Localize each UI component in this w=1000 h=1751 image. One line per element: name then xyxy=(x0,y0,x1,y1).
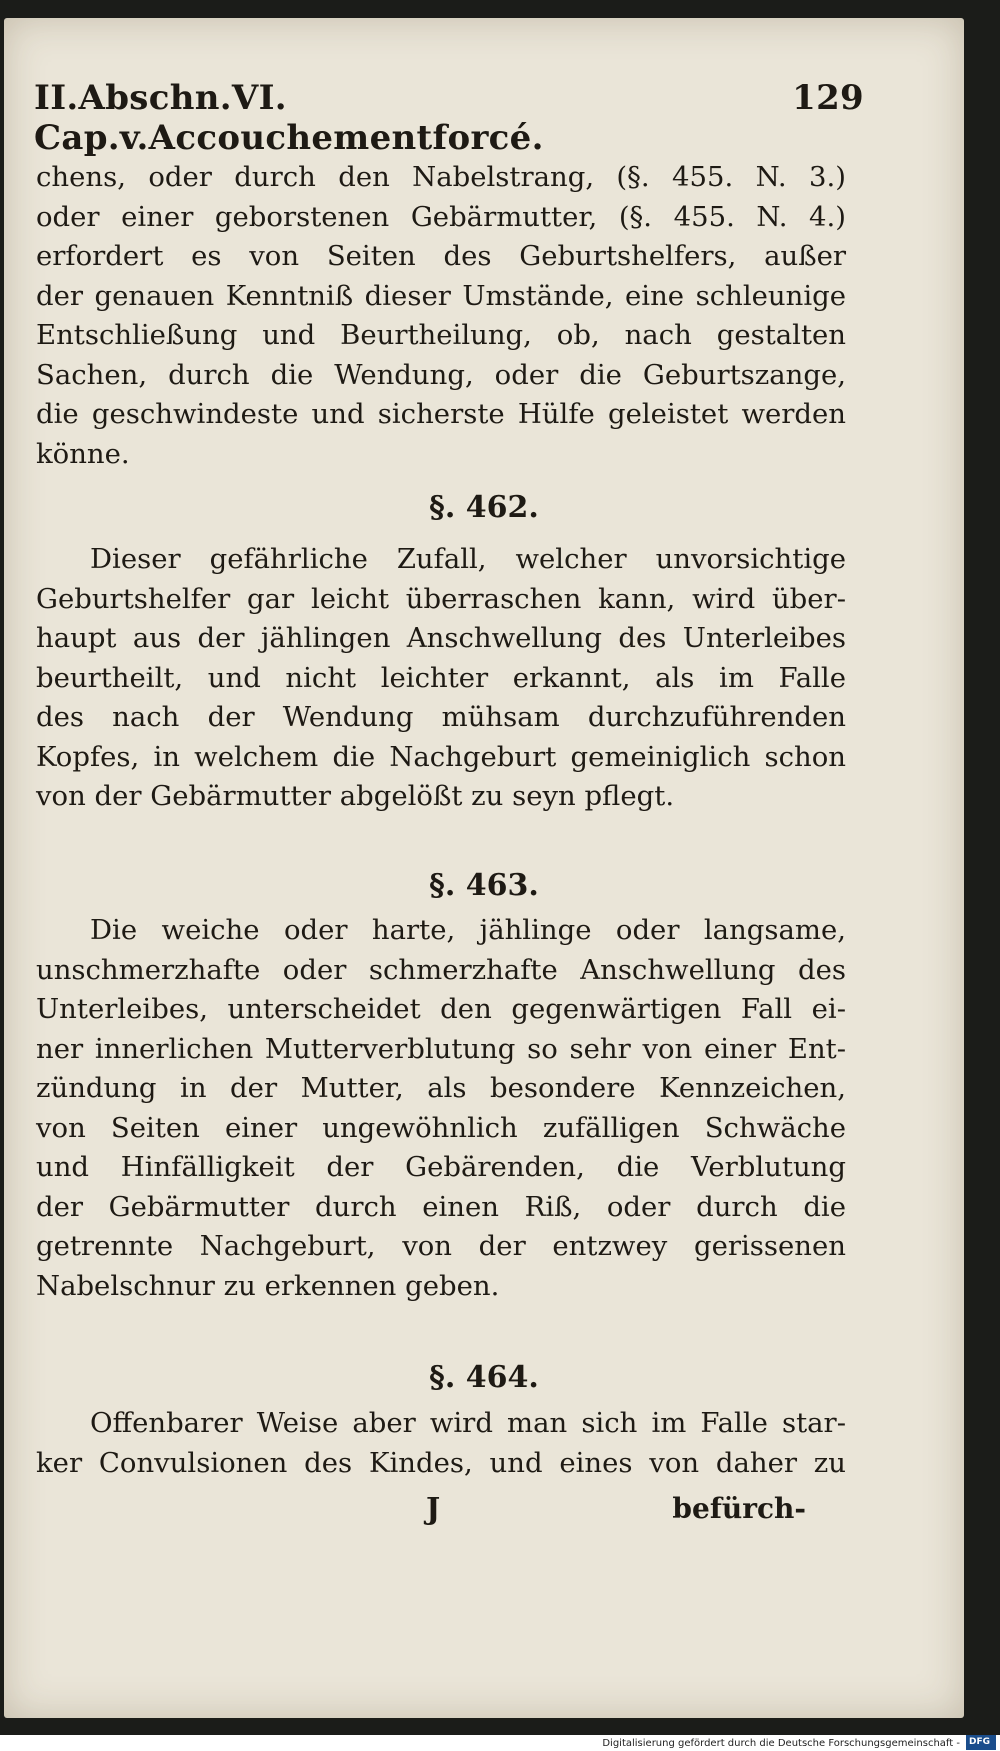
footer-text: Digitalisierung gefördert durch die Deutsche Forschungsgemeinschaft - xyxy=(602,1737,960,1749)
text-line: von Seiten einer ungewöhnlich zufälligen Schwäche xyxy=(36,1111,846,1144)
text-line: Kopfes, in welchem die Nachgeburt gemeiniglich schon xyxy=(36,740,846,773)
paragraph-464 xyxy=(36,1404,846,1483)
text-line: Dieser gefährliche Zufall, welcher unvorsichtige xyxy=(90,543,846,575)
section-heading-462: §. 462. xyxy=(429,490,539,525)
section-heading-463: §. 463. xyxy=(429,868,539,903)
paragraph-462 xyxy=(36,540,846,817)
paragraph-continued xyxy=(36,158,846,474)
text-line: der Gebärmutter durch einen Riß, oder durch die xyxy=(36,1190,846,1223)
text-line: die geschwindeste und sicherste Hülfe geleistet werden xyxy=(36,398,846,430)
text-line: von der Gebärmutter abgelößt zu seyn pflegt. xyxy=(36,780,675,812)
text-line: Die weiche oder harte, jählinge oder langsame, xyxy=(90,914,846,946)
text-line: der genauen Kenntniß dieser Umstände, eine schleunige xyxy=(36,279,846,312)
text-line: beurtheilt, und nicht leichter erkannt, als im Falle xyxy=(36,661,846,694)
text-line: getrennte Nachgeburt, von der entzwey gerissenen xyxy=(36,1230,846,1262)
text-line: und Hinfälligkeit der Gebärenden, die Verblutung xyxy=(36,1151,846,1183)
text-line: chens, oder durch den Nabelstrang, (§. 455. N. 3.) xyxy=(36,161,846,193)
page-header xyxy=(34,78,864,158)
page-content xyxy=(4,18,964,1718)
text-line: Sachen, durch die Wendung, oder die Geburtszange, xyxy=(36,358,846,391)
running-title: II.Abschn.VI. Cap.v.Accouchementforcé. xyxy=(34,78,544,158)
text-line: oder einer geborstenen Gebärmutter, (§. 455. N. 4.) xyxy=(36,200,846,233)
catchword: befürch- xyxy=(672,1492,806,1525)
text-line: Unterleibes, unterscheidet den gegenwärtigen Fall ei- xyxy=(36,993,846,1025)
text-line: erfordert es von Seiten des Geburtshelfers, außer xyxy=(36,240,846,272)
book-page xyxy=(4,18,964,1718)
paragraph-463 xyxy=(36,911,846,1306)
catchline xyxy=(36,1492,806,1532)
section-heading-464: §. 464. xyxy=(429,1360,539,1395)
text-line: haupt aus der jählingen Anschwellung des Unterleibes xyxy=(36,622,846,654)
text-line: Geburtshelfer gar leicht überraschen kann, wird über- xyxy=(36,582,846,615)
dfg-logo: DFG xyxy=(966,1735,996,1750)
text-line: Offenbarer Weise aber wird man sich im Falle star- xyxy=(90,1407,846,1439)
text-line: unschmerzhafte oder schmerzhafte Anschwellung des xyxy=(36,953,846,986)
digitization-footer xyxy=(0,1735,1000,1750)
text-line: Entschließung und Beurtheilung, ob, nach gestalten xyxy=(36,319,846,351)
text-line: ker Convulsionen des Kindes, und eines von daher zu xyxy=(36,1446,846,1479)
text-line: ner innerlichen Mutterverblutung so sehr von einer Ent- xyxy=(36,1032,846,1065)
signature-mark: J xyxy=(426,1492,441,1527)
text-line: könne. xyxy=(36,437,130,470)
page-number: 129 xyxy=(792,78,864,118)
text-line: zündung in der Mutter, als besondere Kennzeichen, xyxy=(36,1072,846,1104)
text-line: des nach der Wendung mühsam durchzuführenden xyxy=(36,701,846,733)
text-line: Nabelschnur zu erkennen geben. xyxy=(36,1269,500,1302)
